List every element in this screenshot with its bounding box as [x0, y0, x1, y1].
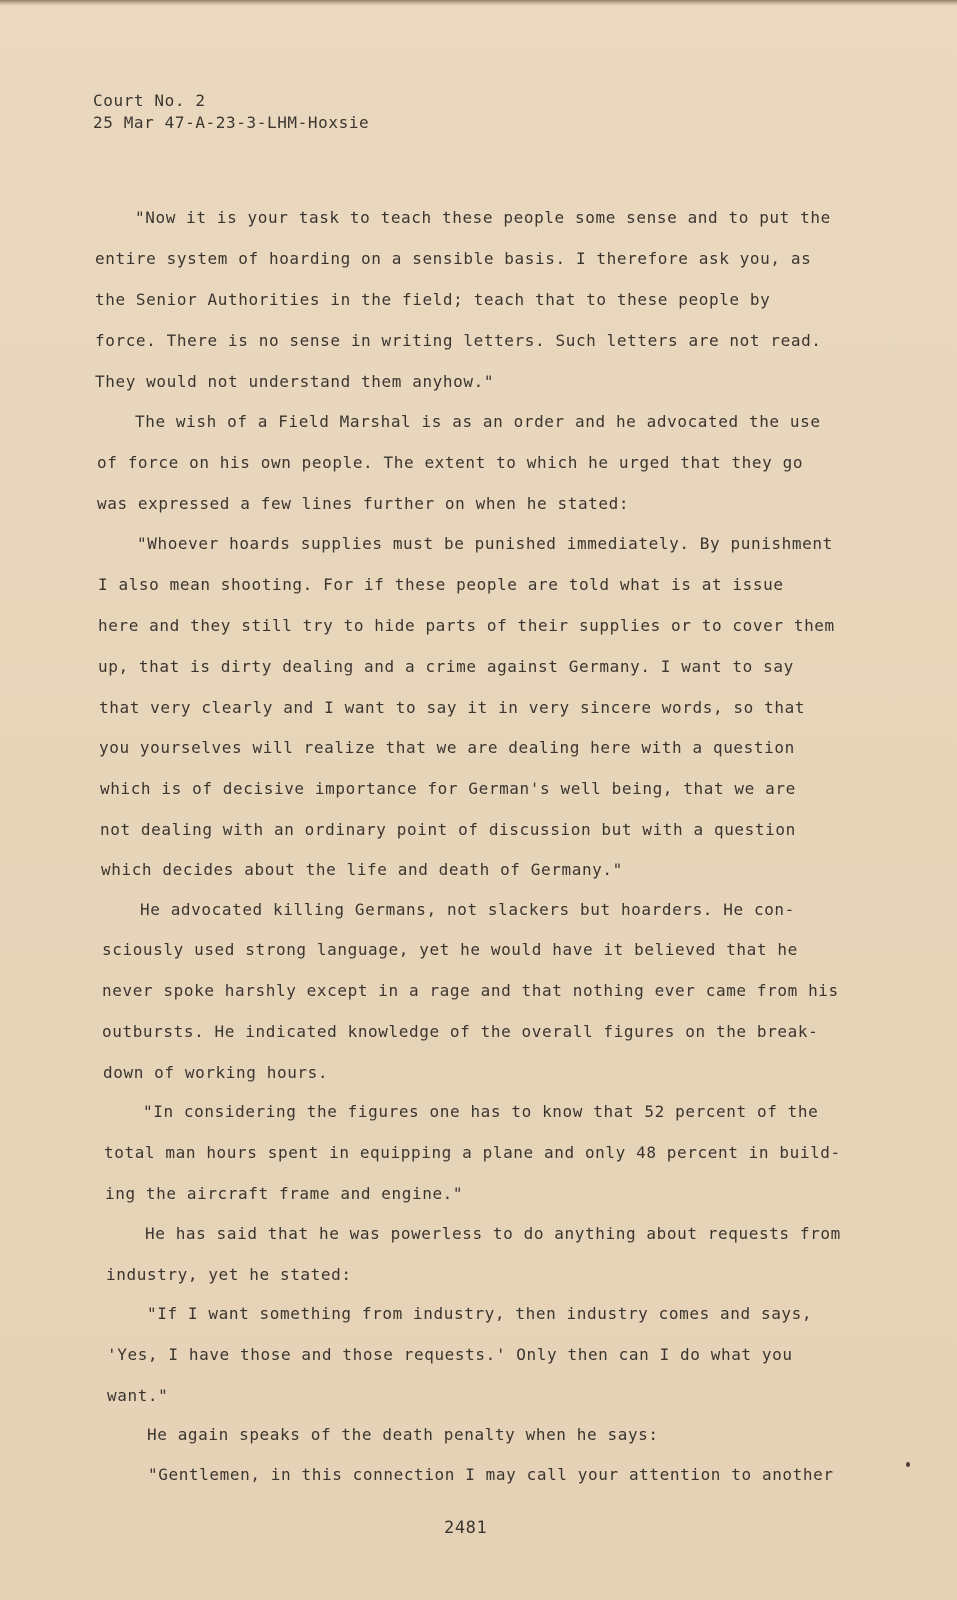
text-line: down of working hours.	[103, 1063, 329, 1082]
text-line: industry, yet he stated:	[106, 1265, 352, 1284]
document-reference: 25 Mar 47-A-23-3-LHM-Hoxsie	[93, 113, 370, 132]
text-line: The wish of a Field Marshal is as an order and he advocated the use	[135, 412, 821, 431]
page-top-edge	[0, 0, 957, 6]
text-line: that very clearly and I want to say it in very sincere words, so that	[99, 698, 806, 717]
text-line: which is of decisive importance for German's well being, that we are	[100, 779, 796, 798]
text-line: outbursts. He indicated knowledge of the overall figures on the break-	[102, 1022, 819, 1041]
text-line: total man hours spent in equipping a plane and only 48 percent in build-	[104, 1143, 841, 1162]
text-line: up, that is dirty dealing and a crime against Germany. I want to say	[98, 657, 794, 676]
text-line: sciously used strong language, yet he would have it believed that he	[102, 940, 798, 959]
text-line: was expressed a few lines further on when he stated:	[97, 494, 630, 513]
text-line: the Senior Authorities in the field; teach that to these people by	[95, 290, 771, 309]
text-line: never spoke harshly except in a rage and that nothing ever came from his	[102, 981, 839, 1000]
text-line: He again speaks of the death penalty when he says:	[147, 1425, 659, 1444]
text-line: force. There is no sense in writing letters. Such letters are not read.	[95, 331, 822, 350]
text-line: "If I want something from industry, then industry comes and says,	[147, 1304, 813, 1323]
text-line: entire system of hoarding on a sensible basis. I therefore ask you, as	[95, 249, 812, 268]
text-line: "Gentlemen, in this connection I may call your attention to another	[148, 1465, 834, 1484]
text-line: He has said that he was powerless to do anything about requests from	[145, 1224, 841, 1243]
text-line: not dealing with an ordinary point of discussion but with a question	[100, 820, 796, 839]
text-line: I also mean shooting. For if these people are told what is at issue	[98, 575, 784, 594]
text-line: They would not understand them anyhow."	[95, 372, 495, 391]
text-line: you yourselves will realize that we are dealing here with a question	[99, 738, 795, 757]
text-line: ing the aircraft frame and engine."	[105, 1184, 464, 1203]
text-line: which decides about the life and death of Germany."	[101, 860, 623, 879]
text-line: want."	[107, 1386, 169, 1405]
text-line: here and they still try to hide parts of their supplies or to cover them	[98, 616, 835, 635]
text-line: of force on his own people. The extent to which he urged that they go	[97, 453, 804, 472]
court-number: Court No. 2	[93, 91, 206, 110]
text-line: "Whoever hoards supplies must be punished immediately. By punishment	[137, 534, 833, 553]
text-line: He advocated killing Germans, not slackers but hoarders. He con-	[140, 900, 795, 919]
document-header	[93, 90, 369, 134]
text-line: "In considering the figures one has to know that 52 percent of the	[143, 1102, 819, 1121]
page-number: 2481	[444, 1518, 488, 1538]
text-line: 'Yes, I have those and those requests.' Only then can I do what you	[107, 1345, 793, 1364]
paper-speck	[906, 1462, 910, 1467]
text-line: "Now it is your task to teach these people some sense and to put the	[135, 208, 831, 227]
